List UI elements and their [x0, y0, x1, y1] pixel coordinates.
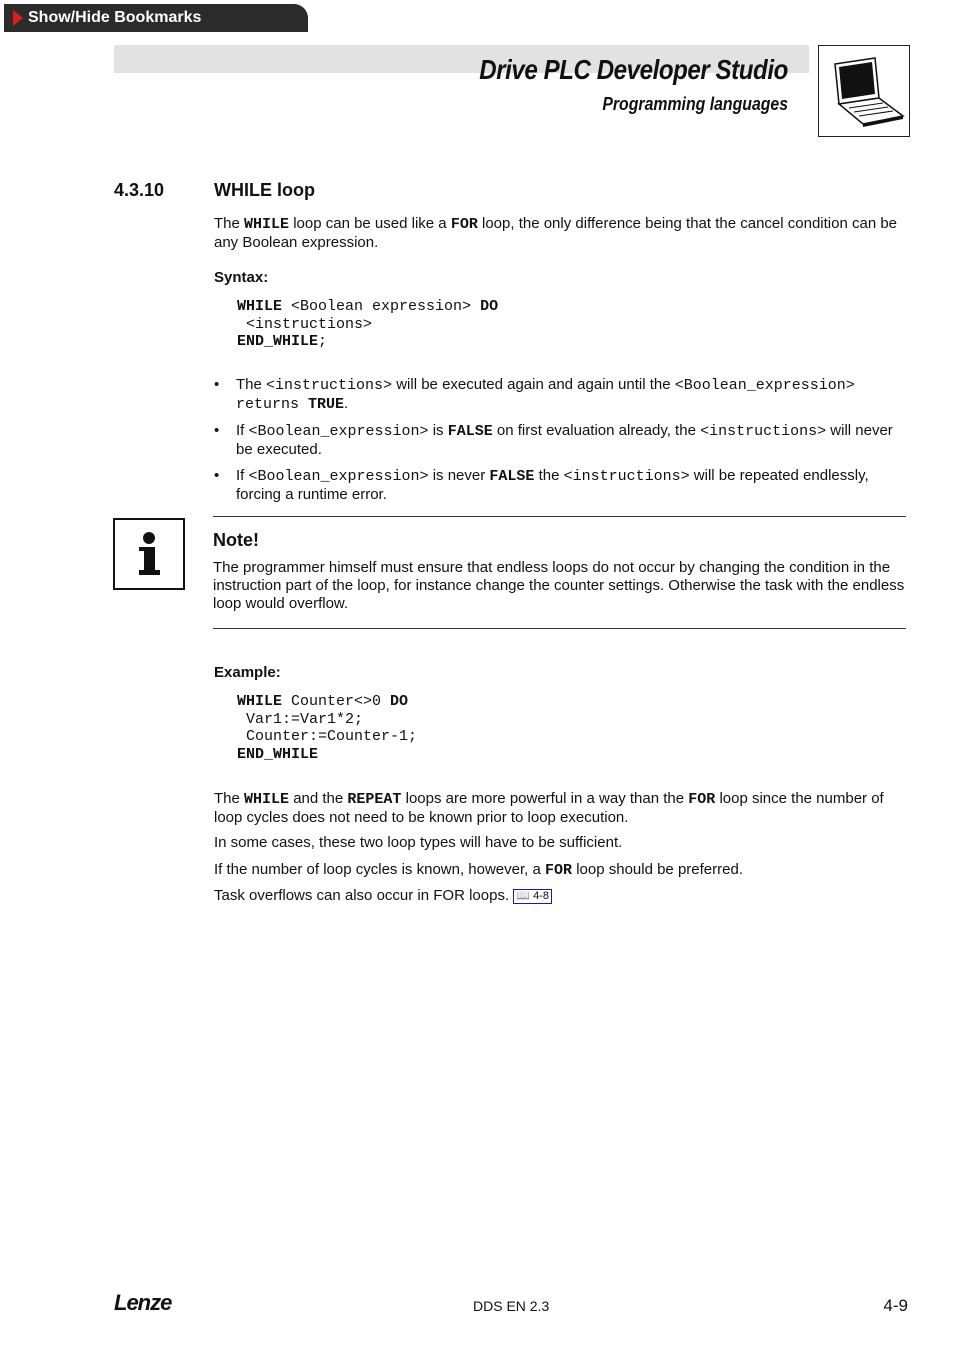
overflow-paragraph: Task overflows can also occur in FOR loops. 📖 4-8 [214, 887, 910, 905]
note-top-divider [213, 516, 906, 517]
list-item: • If <Boolean_expression> is FALSE on first evaluation already, the <instructions> will never be executed. [214, 422, 910, 459]
intro-paragraph: The WHILE loop can be used like a FOR loop, the only difference being that the cancel condition can be any Boolean expression. [214, 215, 898, 251]
sufficiency-paragraph: In some cases, these two loop types will have to be sufficient. [214, 834, 623, 851]
book-icon: 📖 [516, 890, 530, 902]
bullet-list [214, 376, 910, 512]
document-subtitle: Programming languages [602, 94, 788, 114]
note-bottom-divider [213, 628, 906, 629]
example-label: Example: [214, 664, 281, 681]
example-code-block: WHILE Counter<>0 DO Var1:=Var1*2; Counter:=Counter-1; END_WHILE [237, 693, 418, 763]
page-reference-link[interactable]: 📖 4-8 [513, 889, 552, 904]
list-item: • The <instructions> will be executed again and again until the <Boolean_expression> returns TRUE. [214, 376, 910, 414]
document-id: DDS EN 2.3 [473, 1298, 550, 1314]
show-hide-bookmarks-button[interactable] [4, 4, 308, 32]
laptop-icon [818, 45, 910, 137]
document-title: Drive PLC Developer Studio [479, 54, 788, 85]
note-text: The programmer himself must ensure that endless loops do not occur by changing the condition in the instruction part of the loop, for instance change the counter settings. Otherwise the task with the endless loop would overflow. [213, 559, 905, 612]
note-title: Note! [213, 530, 259, 550]
bookmarks-label: Show/Hide Bookmarks [28, 9, 202, 26]
preference-paragraph: If the number of loop cycles is known, however, a FOR loop should be preferred. [214, 861, 743, 879]
list-item: • If <Boolean_expression> is never FALSE the <instructions> will be repeated endlessly, forcing a runtime error. [214, 467, 910, 504]
info-icon [113, 518, 185, 590]
brand-logo: Lenze [114, 1290, 172, 1315]
syntax-label: Syntax: [214, 269, 269, 286]
comparison-paragraph: The WHILE and the REPEAT loops are more powerful in a way than the FOR loop since the number of loop cycles does not need to be known prior to loop execution. [214, 790, 884, 826]
triangle-right-icon [13, 10, 23, 26]
section-title: WHILE loop [214, 180, 315, 200]
syntax-code-block: WHILE <Boolean expression> DO <instructions> END_WHILE; [237, 298, 499, 350]
page-number: 4-9 [883, 1296, 908, 1315]
section-number: 4.3.10 [114, 180, 165, 200]
